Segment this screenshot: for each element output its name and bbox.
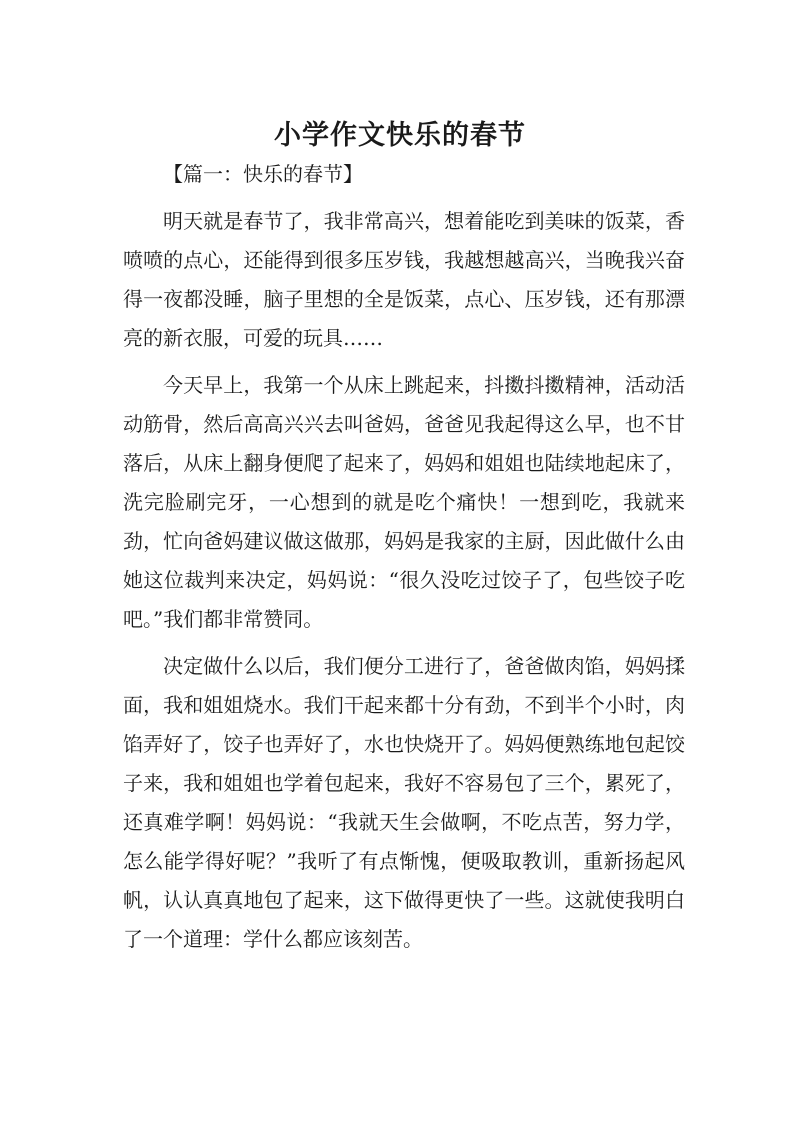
paragraph-1: 明天就是春节了，我非常高兴，想着能吃到美味的饭菜，香喷喷的点心，还能得到很多压岁钱，我越想越高兴，当晚我兴奋得一夜都没睡，脑子里想的全是饭菜，点心、压岁钱，还有那漂亮的新衣服，可爱的玩具…… bbox=[123, 209, 685, 350]
document-body bbox=[123, 155, 685, 959]
section-heading: 【篇一：快乐的春节】 bbox=[163, 162, 363, 186]
paragraph-2: 今天早上，我第一个从床上跳起来，抖擞抖擞精神，活动活动筋骨，然后高高兴兴去叫爸妈，爸爸见我起得这么早，也不甘落后，从床上翻身便爬了起来了，妈妈和姐姐也陆续地起床了，洗完脸刷完牙，一心想到的就是吃个痛快！一想到吃，我就来劲，忙向爸妈建议做这做那，妈妈是我家的主厨，因此做什么由她这位裁判来决定，妈妈说：“很久没吃过饺子了，包些饺子吃吧。”我们都非常赞同。 bbox=[123, 373, 685, 631]
paragraph-3: 决定做什么以后，我们便分工进行了，爸爸做肉馅，妈妈揉面，我和姐姐烧水。我们干起来都十分有劲，不到半个小时，肉馅弄好了，饺子也弄好了，水也快烧开了。妈妈便熟练地包起饺子来，我和姐姐也学着包起来，我好不容易包了三个，累死了，还真难学啊！妈妈说：“我就天生会做啊，不吃点苦，努力学，怎么能学得好呢？”我听了有点惭愧，便吸取教训，重新扬起风帆，认认真真地包了起来，这下做得更快了一些。这就使我明白了一个道理：学什么都应该刻苦。 bbox=[123, 654, 685, 951]
document-title: 小学作文快乐的春节 bbox=[274, 120, 526, 152]
